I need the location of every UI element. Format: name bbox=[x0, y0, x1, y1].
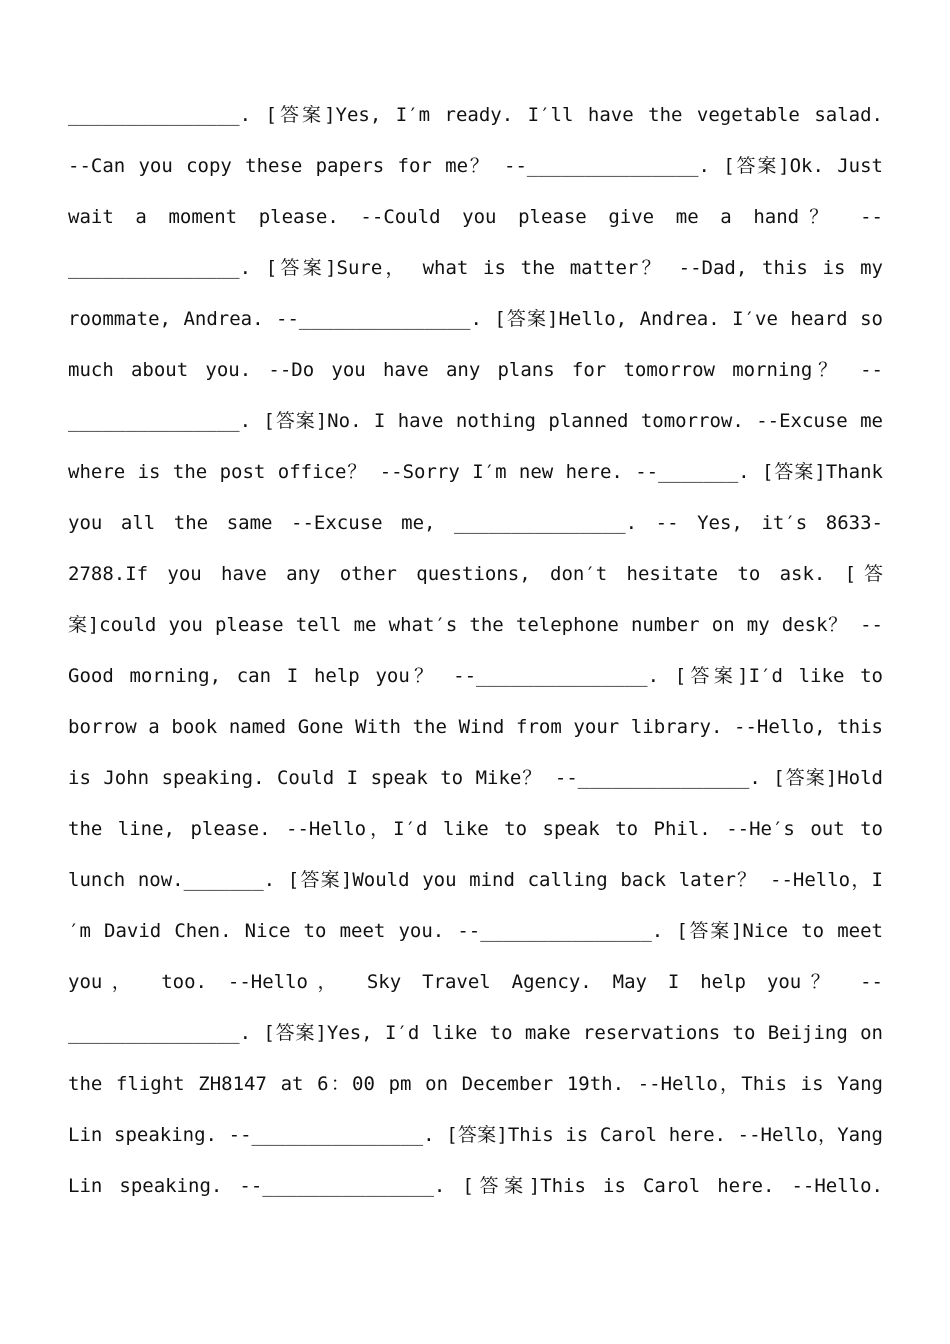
text-line: _______________. [答案]Yes, I′m ready. I′ll have the vegetable salad. bbox=[68, 104, 883, 126]
text-line: Lin speaking. --_______________. [答案]This is Carol here. --Hello. bbox=[68, 1175, 883, 1197]
document-body bbox=[68, 98, 883, 1220]
text-line: _______________. [答案]Sure， what is the matter？ --Dad, this is my bbox=[68, 257, 883, 279]
text-line: --Can you copy these papers for me？ --_______________. [答案]Ok. Just bbox=[68, 155, 883, 177]
text-line: Lin speaking. --_______________. [答案]This is Carol here. --Hello，Yang bbox=[68, 1124, 883, 1146]
text-line: Good morning, can I help you？ --_______________. [答案]I′d like to bbox=[68, 665, 883, 687]
text-line: _______________. [答案]Yes, I′d like to make reservations to Beijing on bbox=[68, 1022, 883, 1044]
text-line: the flight ZH8147 at 6：00 pm on December 19th. --Hello，This is Yang bbox=[68, 1073, 883, 1095]
text-line: borrow a book named Gone With the Wind from your library. --Hello, this bbox=[68, 716, 883, 738]
text-line: 2788.If you have any other questions, don′t hesitate to ask. [答 bbox=[68, 563, 883, 585]
text-line: ′m David Chen. Nice to meet you. --_______________. [答案]Nice to meet bbox=[68, 920, 883, 942]
text-line: lunch now._______. [答案]Would you mind calling back later？ --Hello，I bbox=[68, 869, 883, 891]
text-line: the line, please. --Hello，I′d like to speak to Phil. --He′s out to bbox=[68, 818, 883, 840]
text-line: much about you. --Do you have any plans for tomorrow morning？ -- bbox=[68, 359, 883, 381]
text-line: _______________. [答案]No. I have nothing planned tomorrow. --Excuse me bbox=[68, 410, 883, 432]
text-line: wait a moment please. --Could you please give me a hand？ -- bbox=[68, 206, 883, 228]
text-line: is John speaking. Could I speak to Mike？ --_______________. [答案]Hold bbox=[68, 767, 883, 789]
text-line: you all the same --Excuse me, _______________. -- Yes, it′s 8633- bbox=[68, 512, 883, 534]
text-line: where is the post office？ --Sorry I′m new here. --_______. [答案]Thank bbox=[68, 461, 883, 483]
text-line: 案]could you please tell me what′s the telephone number on my desk？ -- bbox=[68, 614, 883, 636]
text-line: roommate, Andrea. --_______________. [答案]Hello, Andrea. I′ve heard so bbox=[68, 308, 883, 330]
text-line: you， too. --Hello， Sky Travel Agency. May I help you？ -- bbox=[68, 971, 883, 993]
